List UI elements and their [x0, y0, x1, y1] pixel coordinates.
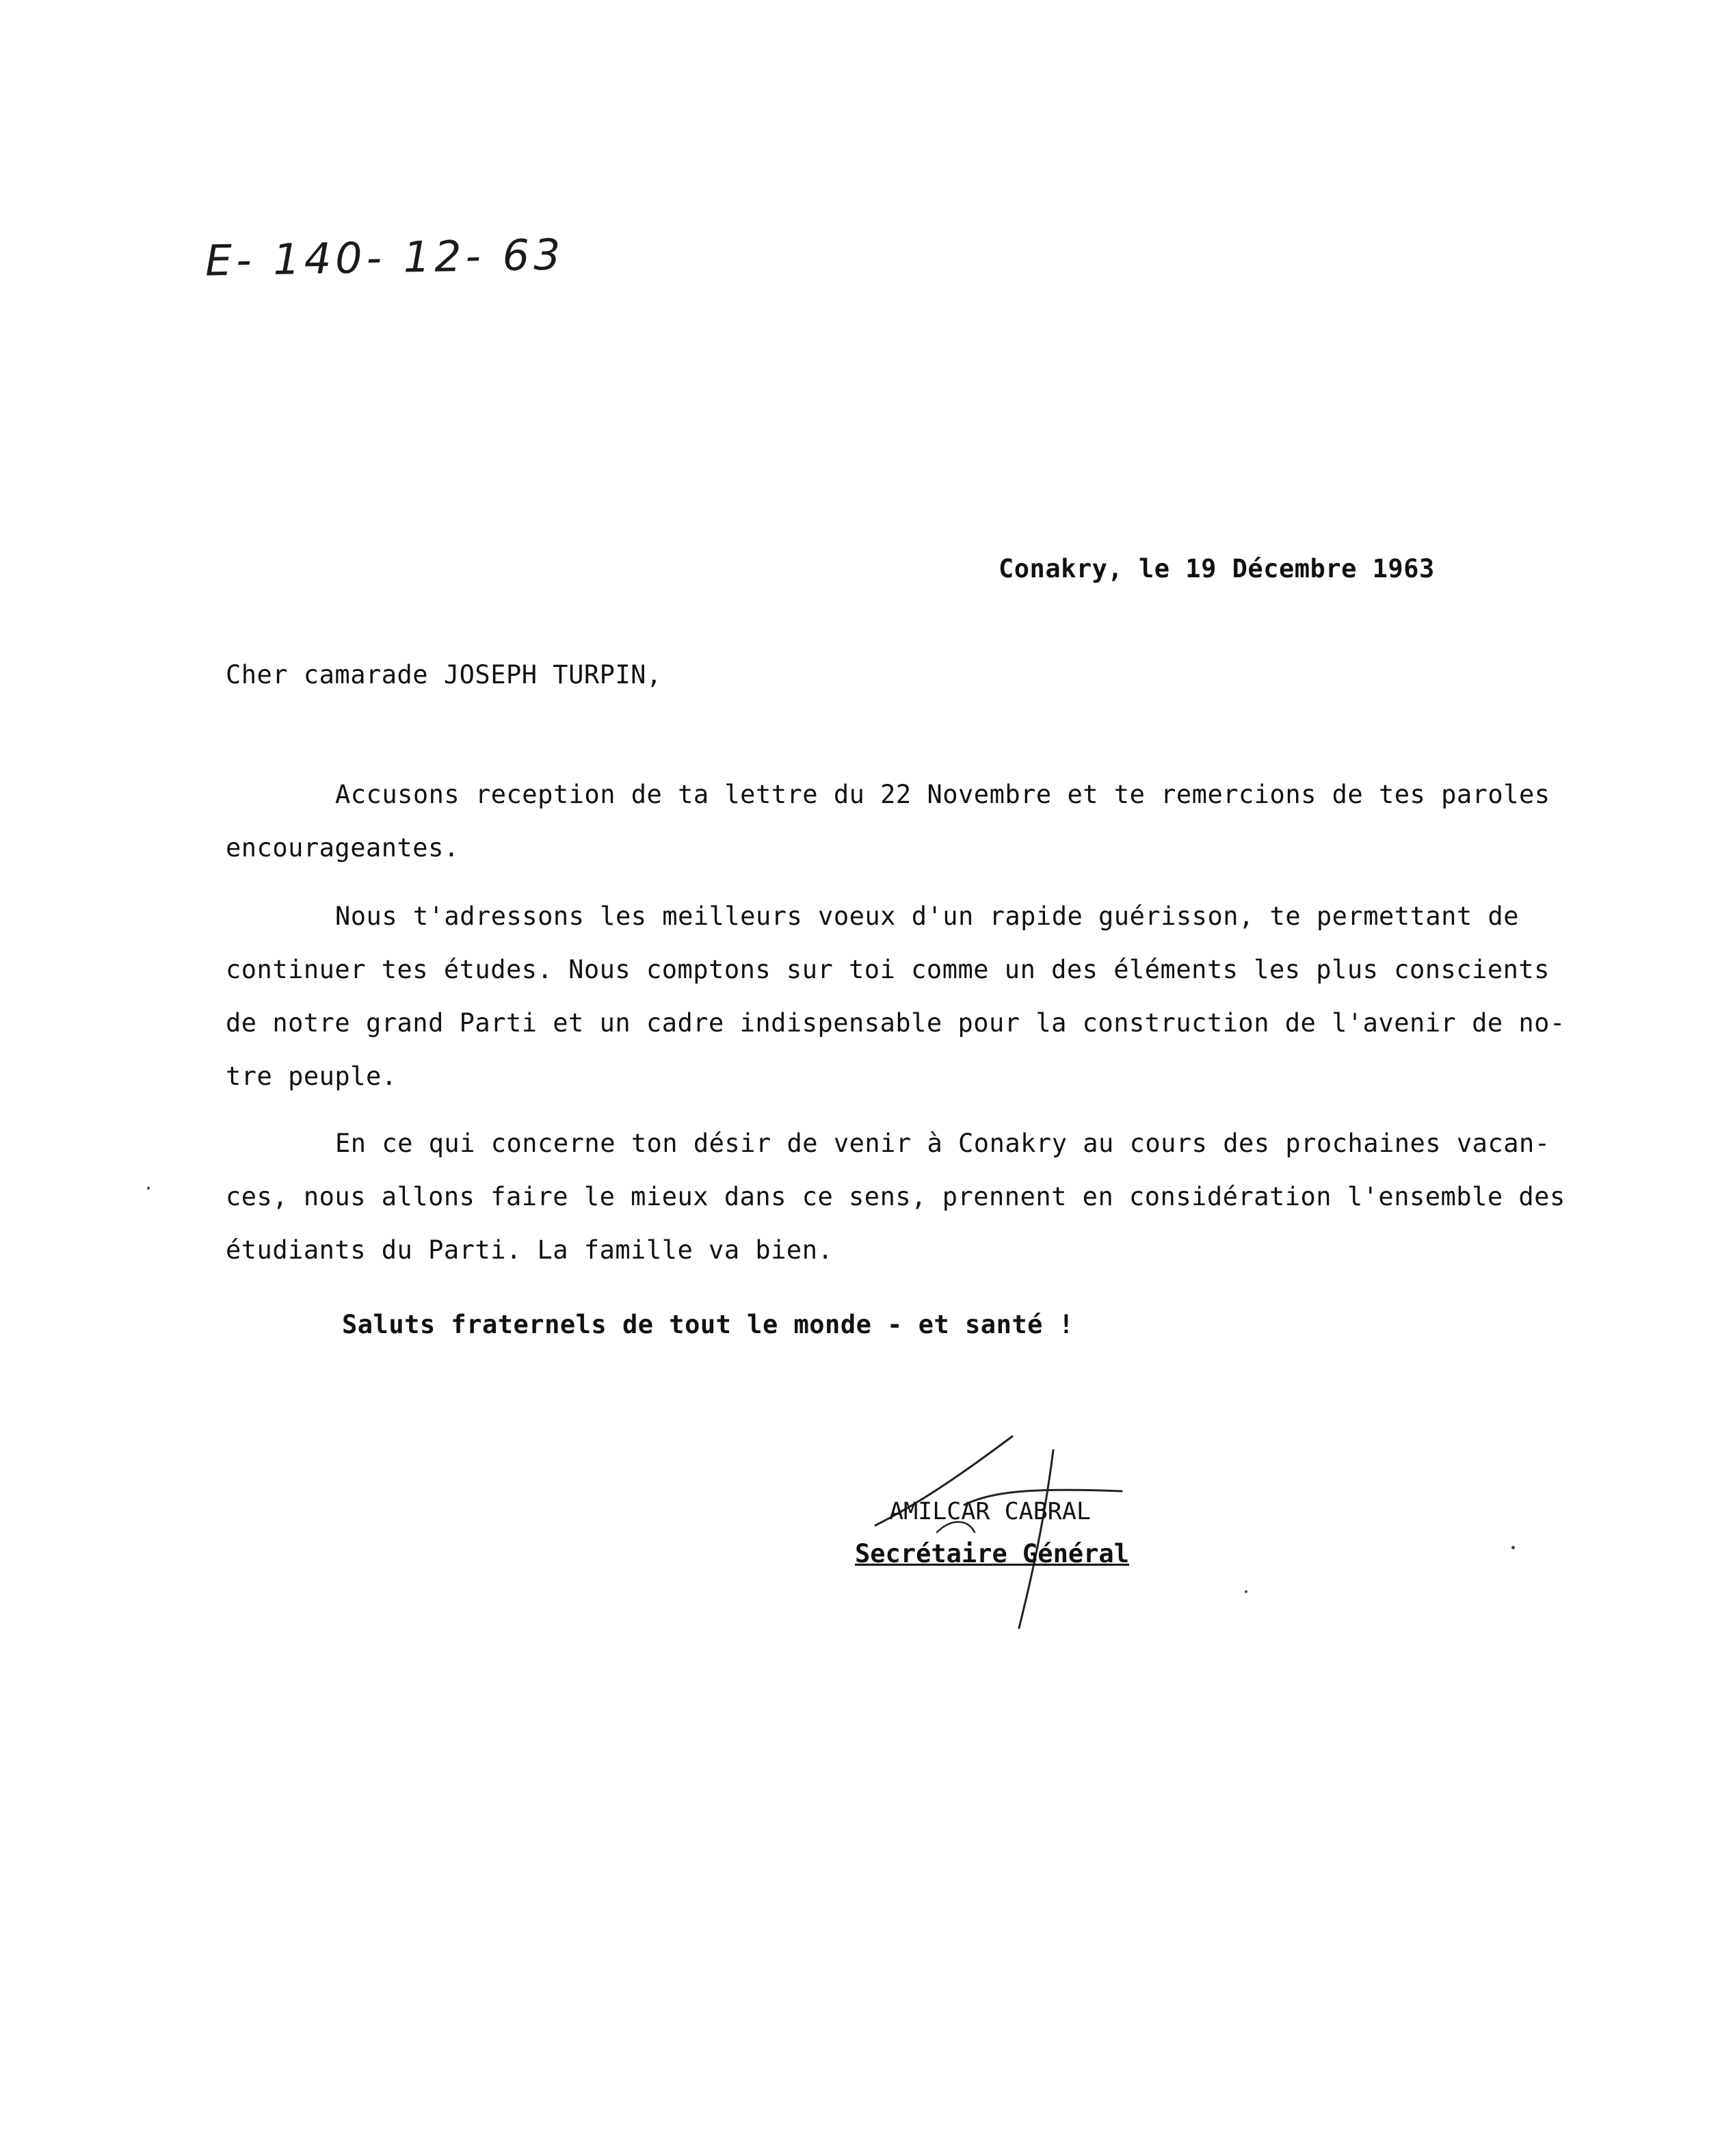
paragraph-line: continuer tes études. Nous comptons sur toi comme un des éléments les plus conscients — [226, 955, 1550, 984]
signatory-title: Secrétaire Général — [855, 1539, 1129, 1568]
paragraph-line: Nous t'adressons les meilleurs voeux d'un rapide guérisson, te permettant de — [335, 902, 1519, 931]
handwritten-signature — [855, 1423, 1197, 1642]
reference-number: E- 140- 12- 63 — [204, 229, 566, 286]
scan-speck — [1245, 1590, 1247, 1593]
paragraph-line: ces, nous allons faire le mieux dans ce sens, prennent en considération l'ensemble des — [226, 1182, 1565, 1211]
paragraph-line: encourageantes. — [226, 833, 460, 863]
closing-line: Saluts fraternels de tout le monde - et santé ! — [342, 1310, 1074, 1339]
date-line: Conakry, le 19 Décembre 1963 — [999, 554, 1435, 583]
paragraph-line: tre peuple. — [226, 1062, 397, 1091]
salutation: Cher camarade JOSEPH TURPIN, — [226, 660, 662, 689]
paragraph-line: de notre grand Parti et un cadre indispensable pour la construction de l'avenir de no- — [226, 1008, 1565, 1038]
signature-block — [855, 1423, 1197, 1642]
scan-speck — [1511, 1546, 1515, 1549]
scan-speck — [147, 1187, 150, 1189]
paragraph-line: étudiants du Parti. La famille va bien. — [226, 1235, 834, 1265]
signatory-name: AMILCAR CABRAL — [889, 1498, 1092, 1525]
paragraph-line: En ce qui concerne ton désir de venir à Conakry au cours des prochaines vacan- — [335, 1129, 1550, 1158]
paragraph-line: Accusons reception de ta lettre du 22 Novembre et te remercions de tes paroles — [335, 780, 1550, 809]
